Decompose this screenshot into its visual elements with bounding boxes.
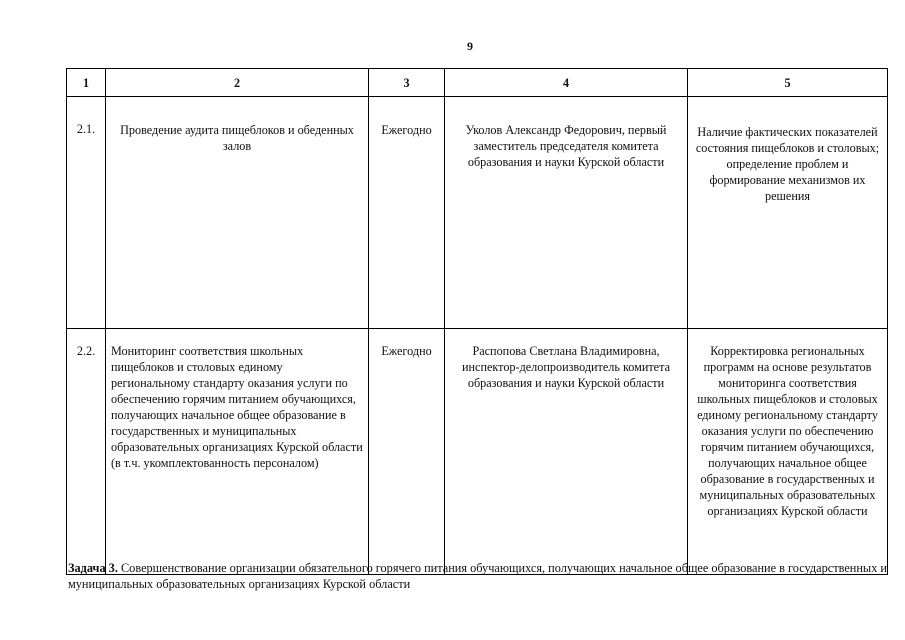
header-col-3: 3 [369,69,445,97]
header-col-2: 2 [106,69,369,97]
table-row [67,97,888,329]
row-number: 2.2. [67,329,106,575]
header-col-5: 5 [688,69,888,97]
row-activity: Мониторинг соответствия школьных пищеблоков и столовых единому региональному стандарту оказания услуги по обеспечению горячим питанием обучающихся, получающих начальное общее образование в государственных и муниципальных образовательных организациях Курской области (в т.ч. укомплектованность персоналом) [106,329,369,575]
header-col-4: 4 [445,69,688,97]
row-number: 2.1. [67,97,106,329]
task-label: Задача 3. [68,561,118,575]
task-text: Совершенствование организации обязательного горячего питания обучающихся, получающих начальное общее образование в государственных и муниципальных образовательных организациях Курской области [68,561,888,591]
page-number: 9 [467,39,473,53]
header-col-1: 1 [67,69,106,97]
table-header-row [67,69,888,97]
row-activity: Проведение аудита пищеблоков и обеденных залов [106,97,369,329]
row-result: Наличие фактических показателей состояния пищеблоков и столовых; определение проблем и формирование механизмов их решения [688,97,888,329]
row-period: Ежегодно [369,329,445,575]
row-result: Корректировка региональных программ на основе результатов мониторинга соответствия школьных пищеблоков и столовых единому региональному стандарту оказания услуги по обеспечению горячим питанием обучающихся, получающих начальное общее образование в государственных и муниципальных образовательных организациях Курской области [688,329,888,575]
plan-table [66,68,888,575]
row-period: Ежегодно [369,97,445,329]
table-row [67,329,888,575]
task-paragraph [68,560,898,592]
row-responsible: Распопова Светлана Владимировна, инспектор-делопроизводитель комитета образования и науки Курской области [445,329,688,575]
row-responsible: Уколов Александр Федорович, первый заместитель председателя комитета образования и науки Курской области [445,97,688,329]
